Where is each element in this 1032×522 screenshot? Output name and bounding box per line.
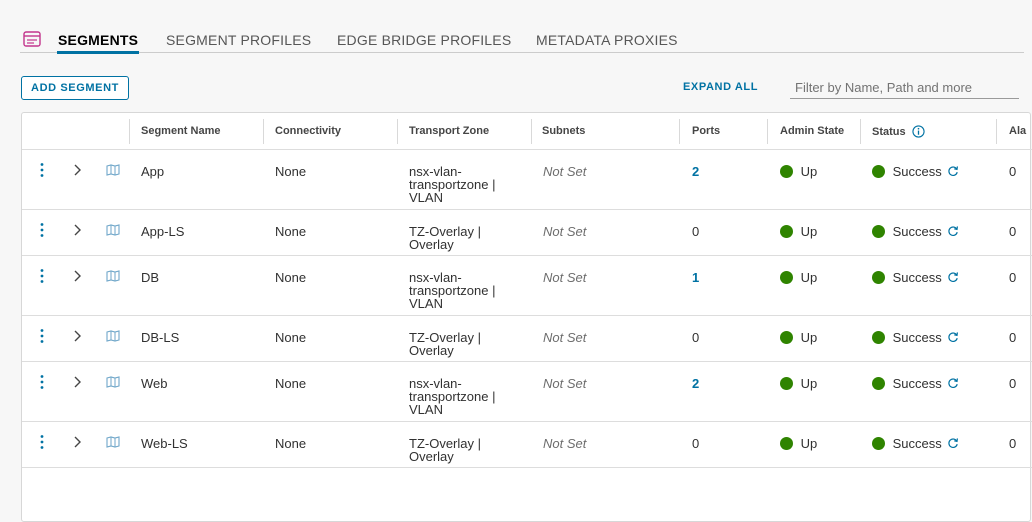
expand-all-link[interactable]: EXPAND ALL <box>683 81 759 93</box>
column-header-segment-name[interactable]: Segment Name <box>141 125 221 137</box>
map-icon[interactable] <box>106 224 120 236</box>
refresh-icon[interactable] <box>947 225 959 237</box>
transport-zone-value <box>409 271 495 310</box>
table-row <box>22 150 1032 210</box>
column-separator <box>767 119 768 144</box>
tab-edge-bridge-profiles[interactable]: EDGE BRIDGE PROFILES <box>337 32 512 48</box>
row-actions-menu-icon[interactable] <box>39 268 45 284</box>
transport-zone-value <box>409 225 481 251</box>
column-header-admin-state[interactable]: Admin State <box>780 125 845 137</box>
chevron-right-icon[interactable] <box>72 224 82 236</box>
status-dot <box>872 165 885 178</box>
map-icon[interactable] <box>106 330 120 342</box>
add-segment-button[interactable]: ADD SEGMENT <box>21 76 129 100</box>
transport-zone-value <box>409 331 481 357</box>
subnets-value: Not Set <box>543 270 587 285</box>
map-icon[interactable] <box>106 376 120 388</box>
segment-name: DB <box>141 270 160 285</box>
subnets-value: Not Set <box>543 376 587 391</box>
ports-value[interactable]: 1 <box>692 270 700 285</box>
admin-state <box>780 331 817 344</box>
row-actions-menu-icon[interactable] <box>39 328 45 344</box>
status-dot <box>872 225 885 238</box>
tab-metadata-proxies[interactable]: METADATA PROXIES <box>536 32 678 48</box>
connectivity-value: None <box>275 270 307 285</box>
transport-zone-line: VLAN <box>409 296 443 311</box>
transport-zone-line: transportzone | <box>409 177 496 192</box>
column-header-status[interactable] <box>872 125 925 138</box>
table-row <box>22 210 1032 256</box>
alarms-value: 0 <box>1009 224 1017 239</box>
admin-state <box>780 377 817 390</box>
segment-name: Web-LS <box>141 436 188 451</box>
status <box>872 437 959 450</box>
status <box>872 271 959 284</box>
alarms-value: 0 <box>1009 270 1017 285</box>
admin-state <box>780 165 817 178</box>
row-actions-menu-icon[interactable] <box>39 162 45 178</box>
info-icon[interactable] <box>912 125 925 138</box>
ports-value: 0 <box>692 330 700 345</box>
connectivity-value: None <box>275 436 307 451</box>
ports-value: 0 <box>692 436 700 451</box>
column-header-transport-zone[interactable]: Transport Zone <box>409 125 490 137</box>
status <box>872 331 959 344</box>
status-label: Success <box>892 164 942 179</box>
status-label: Success <box>892 270 942 285</box>
alarms-value: 0 <box>1009 376 1017 391</box>
refresh-icon[interactable] <box>947 271 959 283</box>
transport-zone-line: VLAN <box>409 190 443 205</box>
row-actions-menu-icon[interactable] <box>39 374 45 390</box>
admin-state-dot <box>780 271 793 284</box>
admin-state-dot <box>780 225 793 238</box>
status-label: Success <box>892 224 942 239</box>
table-row <box>22 422 1032 468</box>
column-separator <box>860 119 861 144</box>
transport-zone-line: nsx-vlan- <box>409 164 462 179</box>
chevron-right-icon[interactable] <box>72 330 82 342</box>
row-actions-menu-icon[interactable] <box>39 434 45 450</box>
column-header-alarms[interactable]: Ala <box>1009 125 1027 137</box>
admin-state <box>780 225 817 238</box>
column-header-subnets[interactable]: Subnets <box>542 125 586 137</box>
status <box>872 165 959 178</box>
admin-state <box>780 271 817 284</box>
status-dot <box>872 271 885 284</box>
subnets-value: Not Set <box>543 436 587 451</box>
status-dot <box>872 377 885 390</box>
alarms-value: 0 <box>1009 330 1017 345</box>
transport-zone-value <box>409 437 481 463</box>
admin-state <box>780 437 817 450</box>
active-tab-indicator <box>57 51 139 54</box>
status <box>872 377 959 390</box>
transport-zone-line: Overlay <box>409 343 454 358</box>
status-label: Success <box>892 376 942 391</box>
map-icon[interactable] <box>106 436 120 448</box>
admin-state-label: Up <box>800 376 818 391</box>
ports-value: 0 <box>692 224 700 239</box>
admin-state-dot <box>780 437 793 450</box>
admin-state-label: Up <box>800 436 818 451</box>
transport-zone-line: transportzone | <box>409 389 496 404</box>
transport-zone-line: transportzone | <box>409 283 496 298</box>
column-header-ports[interactable]: Ports <box>692 125 721 137</box>
admin-state-label: Up <box>800 164 818 179</box>
segments-table <box>21 112 1031 522</box>
status-label: Success <box>892 330 942 345</box>
admin-state-dot <box>780 331 793 344</box>
column-separator <box>397 119 398 144</box>
column-header-status-label: Status <box>872 126 906 138</box>
segment-name: DB-LS <box>141 330 180 345</box>
tab-segment-profiles[interactable]: SEGMENT PROFILES <box>166 32 312 48</box>
refresh-icon[interactable] <box>947 377 959 389</box>
status-dot <box>872 331 885 344</box>
column-separator <box>263 119 264 144</box>
refresh-icon[interactable] <box>947 165 959 177</box>
tab-bar <box>20 24 1024 53</box>
transport-zone-value <box>409 377 495 416</box>
tab-segments[interactable]: SEGMENTS <box>58 32 139 48</box>
column-separator <box>679 119 680 144</box>
status-dot <box>872 437 885 450</box>
segment-name: Web <box>141 376 168 391</box>
admin-state-label: Up <box>800 224 818 239</box>
transport-zone-line: nsx-vlan- <box>409 376 462 391</box>
segment-name: App <box>141 164 165 179</box>
transport-zone-line: TZ-Overlay | <box>409 436 481 451</box>
connectivity-value: None <box>275 376 307 391</box>
chevron-right-icon[interactable] <box>72 376 82 388</box>
connectivity-value: None <box>275 164 307 179</box>
segments-icon <box>22 29 42 49</box>
column-separator <box>531 119 532 144</box>
connectivity-value: None <box>275 330 307 345</box>
ports-value[interactable]: 2 <box>692 376 700 391</box>
connectivity-value: None <box>275 224 307 239</box>
subnets-value: Not Set <box>543 330 587 345</box>
admin-state-label: Up <box>800 330 818 345</box>
status-label: Success <box>892 436 942 451</box>
chevron-right-icon[interactable] <box>72 436 82 448</box>
transport-zone-line: TZ-Overlay | <box>409 224 481 239</box>
column-header-connectivity[interactable]: Connectivity <box>275 125 342 137</box>
row-actions-menu-icon[interactable] <box>39 222 45 238</box>
transport-zone-value <box>409 165 495 204</box>
ports-value[interactable]: 2 <box>692 164 700 179</box>
table-row <box>22 256 1032 316</box>
alarms-value: 0 <box>1009 436 1017 451</box>
transport-zone-line: Overlay <box>409 449 454 464</box>
table-header <box>22 113 1032 150</box>
column-separator <box>996 119 997 144</box>
admin-state-dot <box>780 165 793 178</box>
chevron-right-icon[interactable] <box>72 164 82 176</box>
chevron-right-icon[interactable] <box>72 270 82 282</box>
alarms-value: 0 <box>1009 164 1017 179</box>
filter-input[interactable] <box>790 77 1019 99</box>
refresh-icon[interactable] <box>947 437 959 449</box>
segment-name: App-LS <box>141 224 185 239</box>
transport-zone-line: VLAN <box>409 402 443 417</box>
admin-state-label: Up <box>800 270 818 285</box>
admin-state-dot <box>780 377 793 390</box>
table-row <box>22 316 1032 362</box>
status <box>872 225 959 238</box>
subnets-value: Not Set <box>543 164 587 179</box>
map-icon[interactable] <box>106 164 120 176</box>
column-separator <box>129 119 130 144</box>
subnets-value: Not Set <box>543 224 587 239</box>
transport-zone-line: nsx-vlan- <box>409 270 462 285</box>
refresh-icon[interactable] <box>947 331 959 343</box>
map-icon[interactable] <box>106 270 120 282</box>
transport-zone-line: TZ-Overlay | <box>409 330 481 345</box>
table-row <box>22 362 1032 422</box>
transport-zone-line: Overlay <box>409 237 454 252</box>
